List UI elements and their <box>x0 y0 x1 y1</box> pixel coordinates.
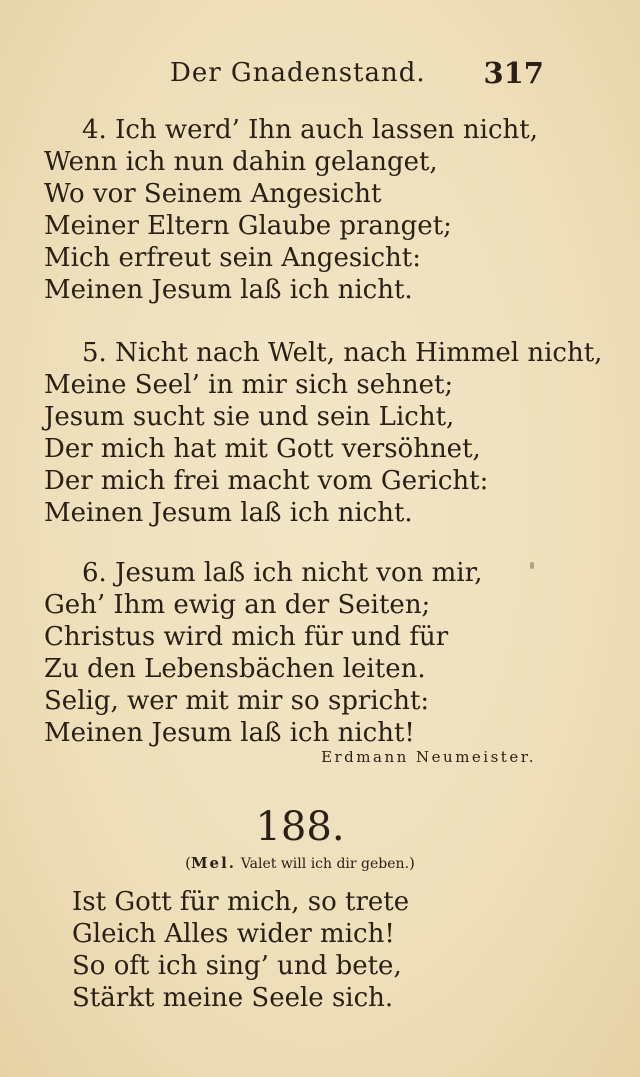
stanza-line: Der mich hat mit Gott versöhnet, <box>44 434 481 464</box>
stanza-line: Geh’ Ihm ewig an der Seiten; <box>44 590 431 620</box>
hymn-number: 188. <box>255 804 345 850</box>
stanza-line: Zu den Lebensbächen leiten. <box>44 654 426 684</box>
stanza-line: 4. Ich werd’ Ihn auch lassen nicht, <box>82 115 538 145</box>
stanza-line: Selig, wer mit mir so spricht: <box>44 686 430 716</box>
stanza-line: So oft ich sing’ und bete, <box>72 951 402 981</box>
melody-tune: Valet will ich dir geben. <box>240 856 410 872</box>
stanza-line: Ist Gott für mich, so trete <box>72 887 410 917</box>
melody-note <box>0 854 600 872</box>
stanza-line: Meine Seel’ in mir sich sehnet; <box>44 370 454 400</box>
stanza-line: Mich erfreut sein Angesicht: <box>44 243 421 273</box>
stanza-line: Wenn ich nun dahin gelanget, <box>44 147 438 177</box>
stanza-6 <box>44 557 604 749</box>
page-number: 317 <box>483 56 544 90</box>
stanza-line: Der mich frei macht vom Gericht: <box>44 466 489 496</box>
stanza-line: 5. Nicht nach Welt, nach Himmel nicht, <box>82 338 603 368</box>
stanza-line: 6. Jesum laß ich nicht von mir, <box>82 558 483 588</box>
stanza-4 <box>44 114 604 306</box>
paper-speck <box>530 562 534 569</box>
stanza-5 <box>44 337 604 529</box>
melody-close-paren: ) <box>409 854 415 872</box>
hymn-188-stanza-1 <box>72 886 632 1014</box>
stanza-line: Christus wird mich für und für <box>44 622 449 652</box>
melody-label: Mel. <box>190 854 237 872</box>
stanza-line: Stärkt meine Seele sich. <box>72 983 394 1013</box>
stanza-line: Jesum sucht sie und sein Licht, <box>44 402 455 432</box>
stanza-line: Meinen Jesum laß ich nicht. <box>44 275 413 305</box>
melody-open-paren: ( <box>185 854 191 872</box>
author-attribution: Erdmann Neumeister. <box>321 748 536 766</box>
running-title: Der Gnadenstand. <box>170 58 426 88</box>
stanza-line: Meiner Eltern Glaube pranget; <box>44 211 452 241</box>
stanza-line: Meinen Jesum laß ich nicht. <box>44 498 413 528</box>
stanza-line: Meinen Jesum laß ich nicht! <box>44 718 415 748</box>
stanza-line: Gleich Alles wider mich! <box>72 919 395 949</box>
stanza-line: Wo vor Seinem Angesicht <box>44 179 382 209</box>
